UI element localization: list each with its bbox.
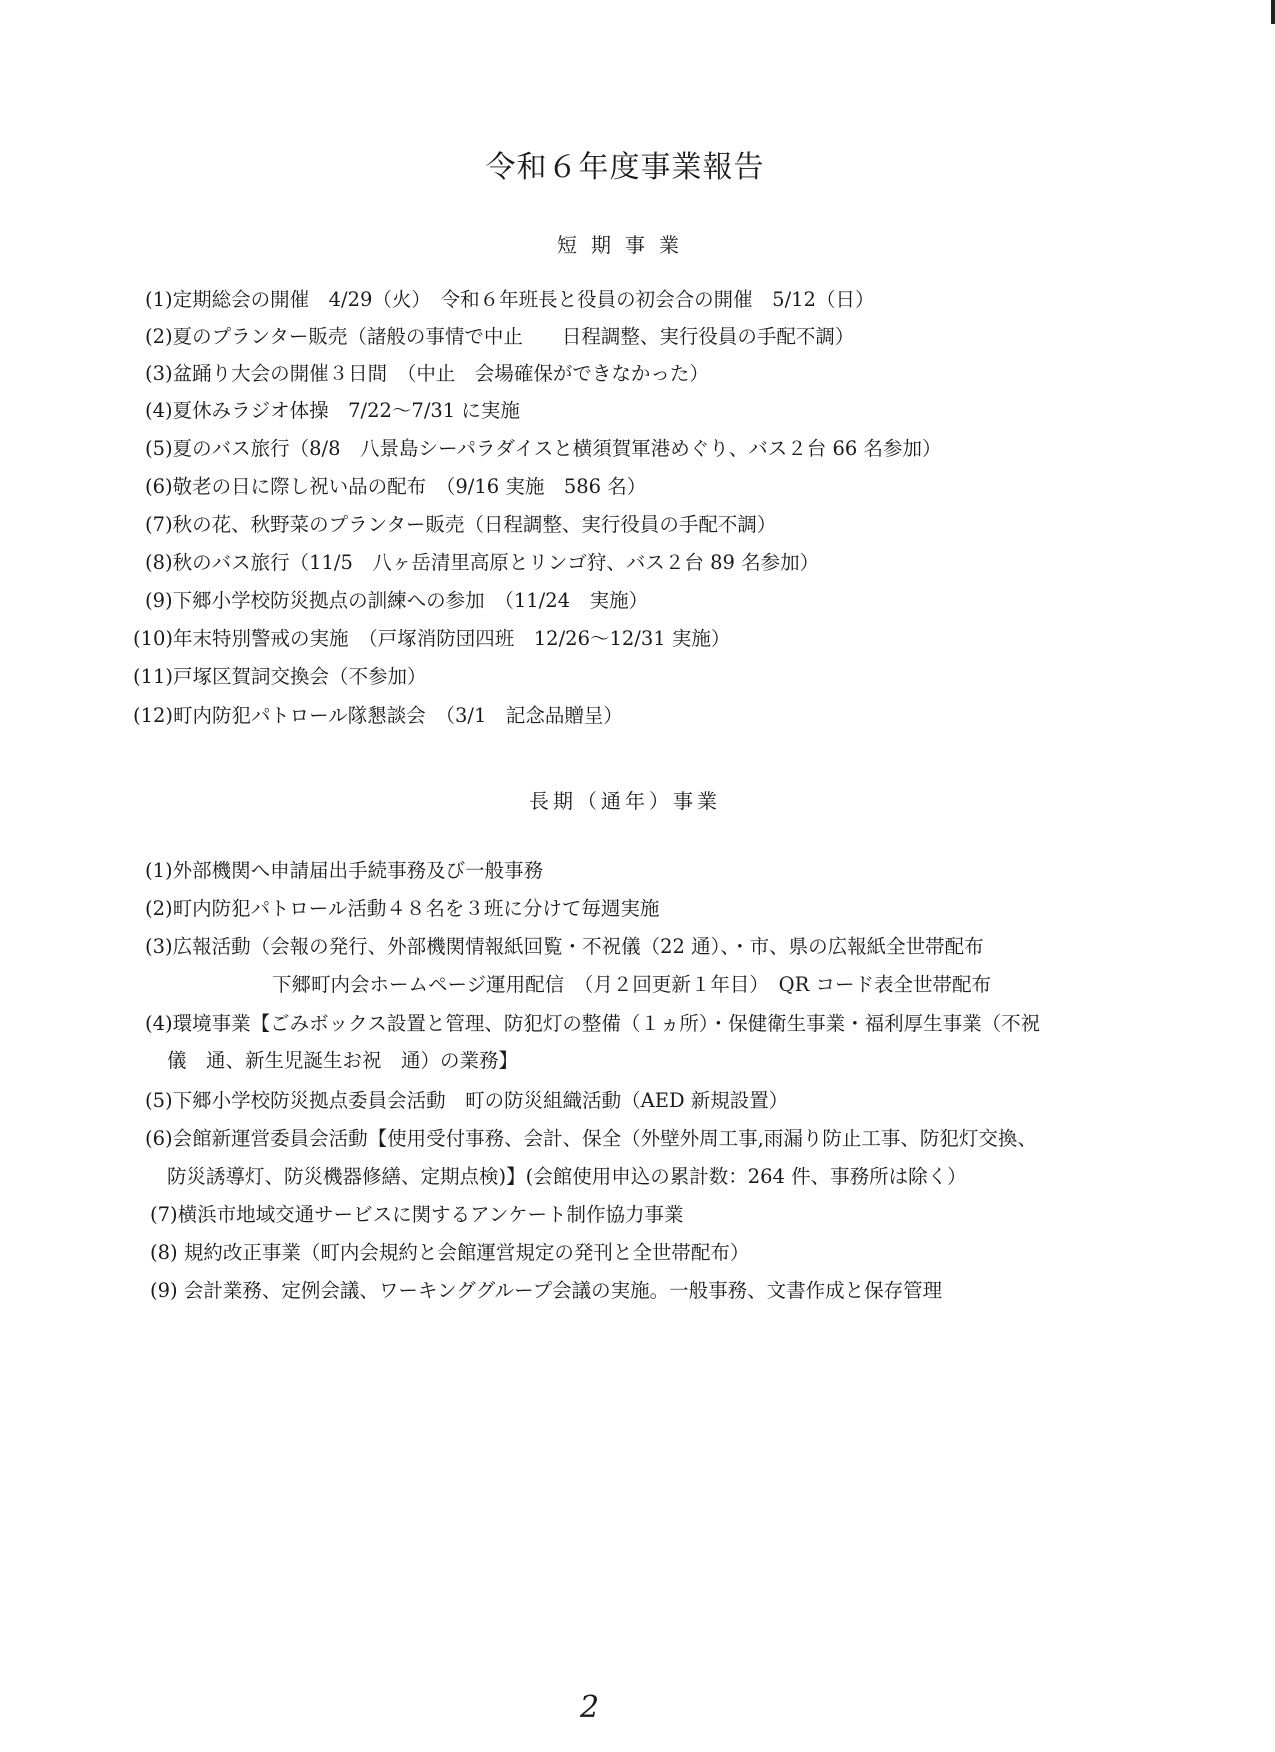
long-term-item: (3)広報活動（会報の発行、外部機関情報紙回覧・不祝儀（22 通）、・市、県の広報紙全世帯配布 (145, 935, 984, 958)
long-term-item-continuation: 防災誘導灯、防災機器修繕、定期点検)】(会館使用申込の累計数：264 件、事務所は除く） (167, 1165, 967, 1188)
long-term-item: (9) 会計業務、定例会議、ワーキンググループ会議の実施。一般事務、文書作成と保存管理 (150, 1279, 943, 1302)
short-term-item: (6)敬老の日に際し祝い品の配布 （9/16 実施 586 名） (145, 475, 647, 498)
short-term-item: (2)夏のプランター販売（諸般の事情で中止 日程調整、実行役員の手配不調） (145, 325, 855, 348)
long-term-item-continuation: 下郷町内会ホームページ運用配信 （月２回更新１年目） QR コード表全世帯配布 (272, 973, 991, 996)
long-term-item: (2)町内防犯パトロール活動４８名を３班に分けて毎週実施 (145, 897, 660, 920)
long-term-item: (7)横浜市地域交通サービスに関するアンケート制作協力事業 (150, 1203, 684, 1226)
scan-edge-mark (1271, 0, 1275, 24)
short-term-item: (12)町内防犯パトロール隊懇談会 （3/1 記念品贈呈） (133, 704, 623, 727)
short-term-item: (4)夏休みラジオ体操 7/22～7/31 に実施 (145, 399, 520, 422)
short-term-item: (3)盆踊り大会の開催３日間 （中止 会場確保ができなかった） (145, 362, 709, 385)
short-term-heading: 短期事業 (557, 233, 693, 257)
short-term-item: (9)下郷小学校防災拠点の訓練への参加 （11/24 実施） (145, 589, 649, 612)
short-term-item: (10)年末特別警戒の実施 （戸塚消防団四班 12/26～12/31 実施） (133, 627, 731, 650)
short-term-item: (7)秋の花、秋野菜のプランター販売（日程調整、実行役員の手配不調） (145, 513, 777, 536)
long-term-item: (6)会館新運営委員会活動【使用受付事務、会計、保全（外壁外周工事,雨漏り防止工事、防犯灯交換、 (145, 1127, 1037, 1150)
long-term-item: (1)外部機関へ申請届出手続事務及び一般事務 (145, 859, 544, 882)
short-term-item: (1)定期総会の開催 4/29（火） 令和６年班長と役員の初会合の開催 5/12（日） (145, 288, 875, 311)
document-title: 令和６年度事業報告 (485, 150, 765, 185)
long-term-heading: 長期（通年）事業 (529, 789, 721, 813)
long-term-item-continuation: 儀 通、新生児誕生お祝 通）の業務】 (167, 1049, 519, 1072)
short-term-item: (8)秋のバス旅行（11/5 八ヶ岳清里高原とリンゴ狩、バス２台 89 名参加） (145, 551, 820, 574)
short-term-item: (11)戸塚区賀詞交換会（不参加） (133, 665, 427, 688)
long-term-item: (4)環境事業【ごみボックス設置と管理、防犯灯の整備（１ヵ所）・保健衛生事業・福利厚生事業（不祝 (145, 1012, 1041, 1035)
short-term-item: (5)夏のバス旅行（8/8 八景島シーパラダイスと横須賀軍港めぐり、バス２台 66 名参加） (145, 437, 942, 460)
long-term-item: (8) 規約改正事業（町内会規約と会館運営規定の発刊と全世帯配布） (150, 1241, 750, 1264)
long-term-item: (5)下郷小学校防災拠点委員会活動 町の防災組織活動（AED 新規設置） (145, 1089, 789, 1112)
page-number: 2 (580, 1690, 600, 1725)
